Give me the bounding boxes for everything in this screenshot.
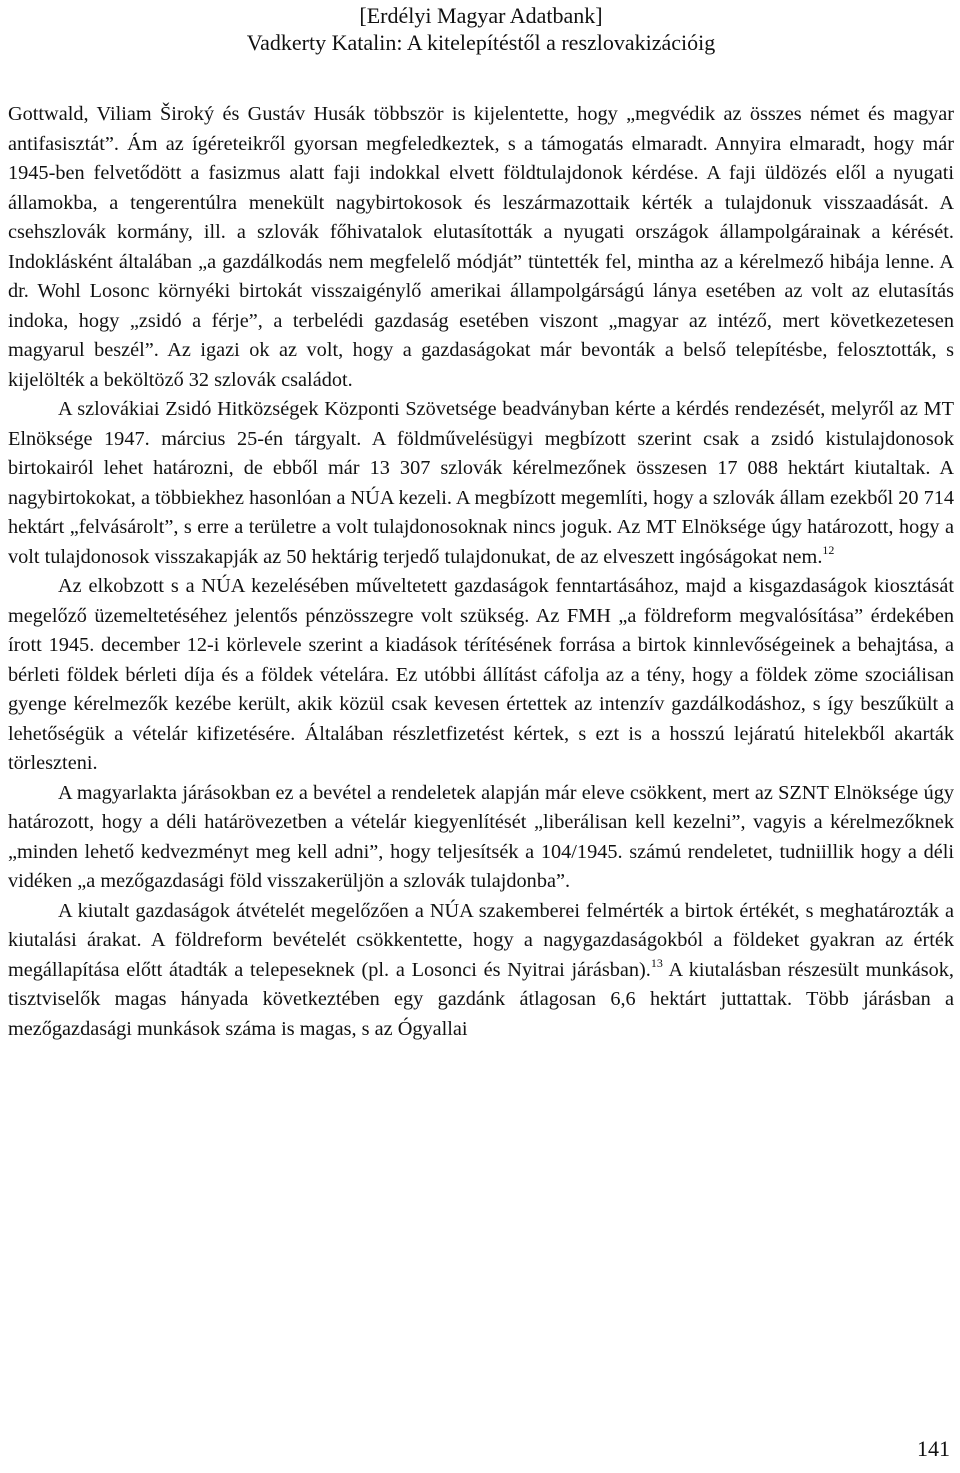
paragraph-3-text: Az elkobzott s a NÚA kezelésében műveltetett gazdaságok fenntartásához, majd a kisgazdaságok kiosztását megelőző üzemeltetéséhez jelentős pénzösszegre volt szükség. Az FMH „a földreform megvalósítása” érdekében írott 1945. december 12-i körlevele szerint a kiadások térítésének forrása a birtok kinnlevőségeinek a behajtása, a bérleti földek bérleti díja és a földek vételára. Ez utóbbi állítást cáfolja az a tény, hogy a földek zöme szociálisan gyenge kérelmezők kezébe került, akik közül csak kevesen értettek az intenzív gazdálkodáshoz, s így beszűkült a lehetőségük a vételár kifizetésére. Általában részletfizetést kértek, s ezt is a hosszú lejáratú hitelekből akarták törleszteni. — [8, 575, 954, 774]
paragraph-1-text: Gottwald, Viliam Široký és Gustáv Husák többször is kijelentette, hogy „megvédik az összes német és magyar antifasisztát”. Ám az ígéreteikről gyorsan megfeledkeztek, s a támogatás elmaradt. Annyira elmaradt, hogy már 1945-ben felvetődött a fasizmus alatt faji indokkal elvett földtulajdonok kérdése. A faji üldözés elől a nyugati államokba, a tengerentúlra menekült nagybirtokosok és leszármazottaik kérték a tulajdonuk visszaadását. A csehszlovák kormány, ill. a szlovák főhivatalok elutasították a nyugati országok állampolgárainak a kérését. Indoklásként általában „a gazdálkodás nem megfelelő módját” tüntették fel, mintha az a kérelmező hibája lenne. A dr. Wohl Losonc környéki birtokát visszaigénylő amerikai állampolgárságú lánya esetében az volt az elutasítás indoka, hogy „zsidó a férje”, a terbelédi gazdaság esetében viszont „magyar az intéző, mert következetesen magyarul beszél”. Az igazi ok az volt, hogy a gazdaságokat már bevonták a belső telepítésbe, felosztották, s kijelölték a beköltöző 32 szlovák családot. — [8, 103, 954, 391]
paragraph-2 — [8, 395, 954, 572]
paragraph-5-text: A kiutalt gazdaságok átvételét megelőzően a NÚA szakemberei felmérték a birtok értékét, s meghatározták a kiutalási árakat. A földreform bevételét csökkentette, hogy a nagygazdaságokból a földeket gyakran az érték megállapítása előtt átadták a telepeseknek (pl. a Losonci és Nyitrai járásban). — [8, 899, 954, 981]
paragraph-3 — [8, 572, 954, 779]
header-source: [Erdélyi Magyar Adatbank] — [359, 3, 603, 28]
page-header — [8, 2, 954, 56]
document-page — [8, 0, 954, 1473]
paragraph-4 — [8, 779, 954, 897]
paragraph-5 — [8, 897, 954, 1045]
page-number: 141 — [917, 1436, 950, 1461]
footnote-ref-12[interactable]: 12 — [822, 542, 835, 557]
paragraph-5-text-after: A kiutalásban részesült munkások, tisztviselők magas hányada következtében egy gazdánk átlagosan 6,6 hektárt juttattak. Több járásban a mezőgazdasági munkások száma is magas, s az Ógyallai — [8, 958, 955, 1040]
body-text — [8, 100, 954, 1044]
footnote-ref-13[interactable]: 13 — [650, 955, 663, 970]
paragraph-1 — [8, 100, 954, 395]
header-title: Vadkerty Katalin: A kitelepítéstől a reszlovakizációig — [246, 30, 716, 55]
paragraph-2-text: A szlovákiai Zsidó Hitközségek Központi Szövetsége beadványban kérte a kérdés rendezését, melyről az MT Elnöksége 1947. március 25-én tárgyalt. A földművelésügyi megbízott szerint csak a zsidó kistulajdonosok birtokairól lehet határozni, de ebből már 13 307 szlovák kérelmezőnek összesen 17 088 hektárt kiutaltak. A nagybirtokokat, a többiekhez hasonlóan a NÚA kezeli. A megbízott megemlíti, hogy a szlovák állam ezekből 20 714 hektárt „felvásárolt”, s erre a területre a volt tulajdonosoknak nincs joguk. Az MT Elnöksége úgy határozott, hogy a volt tulajdonosok visszakapják az 50 hektárig terjedő tulajdonukat, de az elveszett ingóságokat nem. — [8, 398, 954, 568]
paragraph-4-text: A magyarlakta járásokban ez a bevétel a rendeletek alapján már eleve csökkent, mert az SZNT Elnöksége úgy határozott, hogy a déli határövezetben a vételár kiegyenlítését „liberálisan kell kezelni”, vagyis a kérelmezőknek „minden lehető kedvezményt meg kell adni”, hogy teljesítsék a 104/1945. számú rendeletet, tudniillik hogy a déli vidéken „a mezőgazdasági föld visszakerüljön a szlovák tulajdonba”. — [8, 781, 954, 892]
